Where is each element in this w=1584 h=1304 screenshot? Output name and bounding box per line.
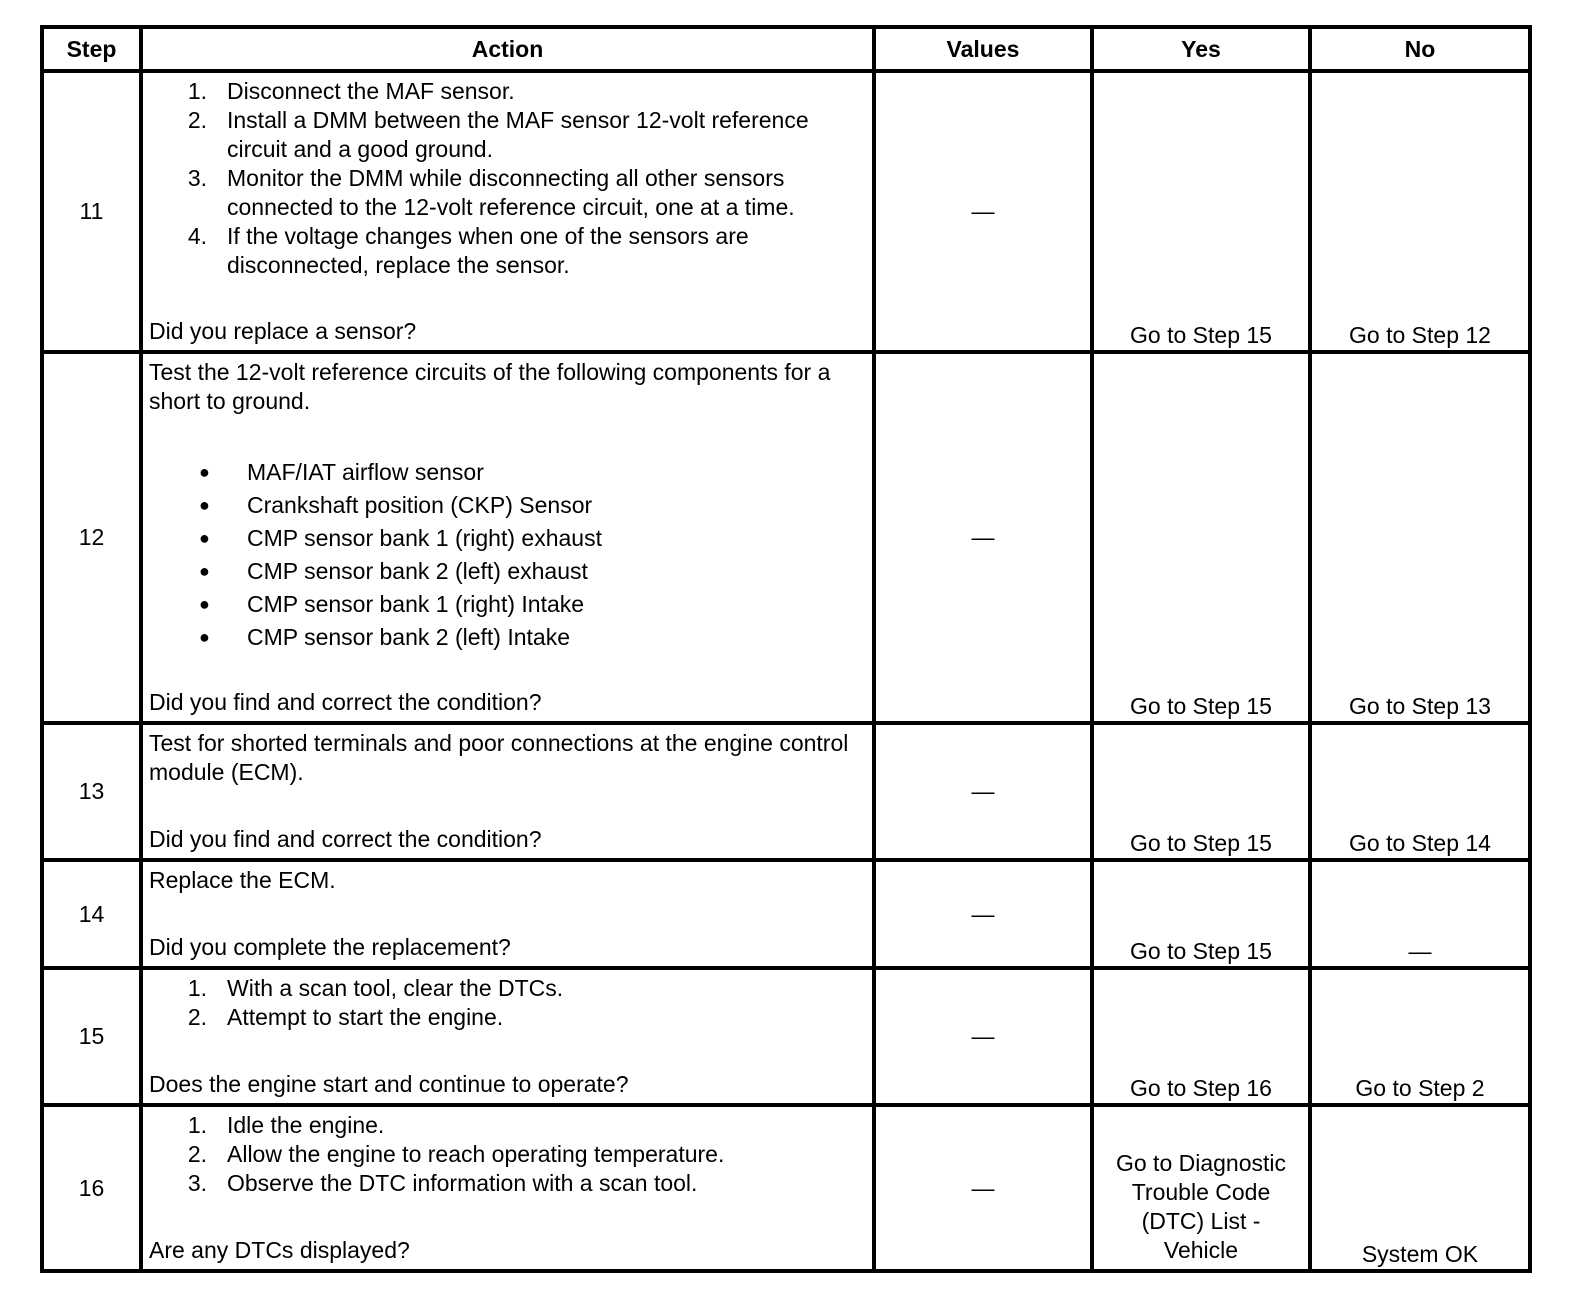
list-item: ● MAF/IAT airflow sensor bbox=[199, 459, 484, 485]
question-text: Did you complete the replacement? bbox=[149, 934, 511, 960]
values-cell bbox=[874, 723, 1092, 860]
list-item: 2. Attempt to start the engine. bbox=[187, 1004, 504, 1030]
header-no: No bbox=[1310, 27, 1530, 71]
list-item: ● CMP sensor bank 2 (left) exhaust bbox=[199, 558, 588, 584]
step-number: 16 bbox=[42, 1105, 141, 1271]
yes-cell bbox=[1092, 1105, 1310, 1271]
list-item: 1. Idle the engine. bbox=[187, 1112, 385, 1138]
no-cell: Go to Step 13 bbox=[1310, 352, 1530, 723]
header-yes: Yes bbox=[1092, 27, 1310, 71]
numbered-list bbox=[149, 974, 866, 1032]
list-item: ● CMP sensor bank 1 (right) exhaust bbox=[199, 525, 602, 551]
header-row bbox=[42, 27, 1530, 71]
intro-text: Test the 12-volt reference circuits of the following components for a short to ground. bbox=[149, 359, 831, 414]
intro-text: Test for shorted terminals and poor connections at the engine control module (ECM). bbox=[149, 730, 849, 785]
action-cell bbox=[141, 352, 874, 723]
yes-cell: Go to Step 15 bbox=[1092, 860, 1310, 968]
question-text: Did you find and correct the condition? bbox=[149, 689, 542, 715]
table-row bbox=[42, 352, 1530, 723]
list-item: 2. Allow the engine to reach operating temperature. bbox=[187, 1141, 725, 1167]
action-cell bbox=[141, 723, 874, 860]
table-row bbox=[42, 723, 1530, 860]
numbered-list bbox=[149, 1111, 866, 1198]
no-cell: — bbox=[1310, 860, 1530, 968]
yes-cell: Go to Step 15 bbox=[1092, 723, 1310, 860]
table-row bbox=[42, 968, 1530, 1105]
no-cell: Go to Step 14 bbox=[1310, 723, 1530, 860]
yes-link-text: Go to Diagnostic Trouble Code (DTC) List - Vehicle bbox=[1115, 1150, 1287, 1263]
diagnostic-table bbox=[40, 25, 1532, 1273]
step-number: 11 bbox=[42, 71, 141, 352]
question-text: Did you replace a sensor? bbox=[149, 318, 417, 344]
list-item: ● CMP sensor bank 1 (right) Intake bbox=[199, 591, 585, 617]
values-cell bbox=[874, 968, 1092, 1105]
header-values: Values bbox=[874, 27, 1092, 71]
yes-cell: Go to Step 15 bbox=[1092, 352, 1310, 723]
list-item: 4. If the voltage changes when one of the sensors are disconnected, replace the sensor. bbox=[187, 223, 749, 278]
table-row bbox=[42, 71, 1530, 352]
values-cell bbox=[874, 860, 1092, 968]
list-item: 3. Observe the DTC information with a scan tool. bbox=[187, 1170, 698, 1196]
step-number: 14 bbox=[42, 860, 141, 968]
table-row bbox=[42, 860, 1530, 968]
em-dash: — bbox=[971, 1023, 995, 1049]
bullet-list bbox=[149, 456, 866, 654]
values-cell bbox=[874, 352, 1092, 723]
values-cell bbox=[874, 1105, 1092, 1271]
em-dash: — bbox=[971, 524, 995, 550]
no-cell: System OK bbox=[1310, 1105, 1530, 1271]
list-item: 3. Monitor the DMM while disconnecting all other sensors connected to the 12-volt reference circuit, one at a time. bbox=[187, 165, 795, 220]
yes-cell: Go to Step 15 bbox=[1092, 71, 1310, 352]
list-item: 1. Disconnect the MAF sensor. bbox=[187, 78, 515, 104]
step-number: 13 bbox=[42, 723, 141, 860]
em-dash: — bbox=[971, 900, 995, 927]
no-cell: Go to Step 2 bbox=[1310, 968, 1530, 1105]
question-text: Did you find and correct the condition? bbox=[149, 826, 542, 852]
em-dash: — bbox=[971, 778, 995, 804]
list-item: ● CMP sensor bank 2 (left) Intake bbox=[199, 624, 570, 650]
action-cell bbox=[141, 1105, 874, 1271]
list-item: 1. With a scan tool, clear the DTCs. bbox=[187, 975, 564, 1001]
action-cell bbox=[141, 71, 874, 352]
question-text: Are any DTCs displayed? bbox=[149, 1237, 410, 1263]
em-dash: — bbox=[971, 198, 995, 224]
question-text: Does the engine start and continue to operate? bbox=[149, 1071, 629, 1097]
intro-text: Replace the ECM. bbox=[149, 867, 336, 893]
header-action: Action bbox=[141, 27, 874, 71]
action-cell bbox=[141, 860, 874, 968]
table-row bbox=[42, 1105, 1530, 1271]
list-item: 2. Install a DMM between the MAF sensor 12-volt reference circuit and a good ground. bbox=[187, 107, 809, 162]
numbered-list bbox=[149, 77, 866, 280]
yes-cell: Go to Step 16 bbox=[1092, 968, 1310, 1105]
list-item: ● Crankshaft position (CKP) Sensor bbox=[199, 492, 593, 518]
action-cell bbox=[141, 968, 874, 1105]
header-step: Step bbox=[42, 27, 141, 71]
step-number: 15 bbox=[42, 968, 141, 1105]
step-number: 12 bbox=[42, 352, 141, 723]
values-cell bbox=[874, 71, 1092, 352]
no-cell: Go to Step 12 bbox=[1310, 71, 1530, 352]
em-dash: — bbox=[971, 1174, 995, 1201]
